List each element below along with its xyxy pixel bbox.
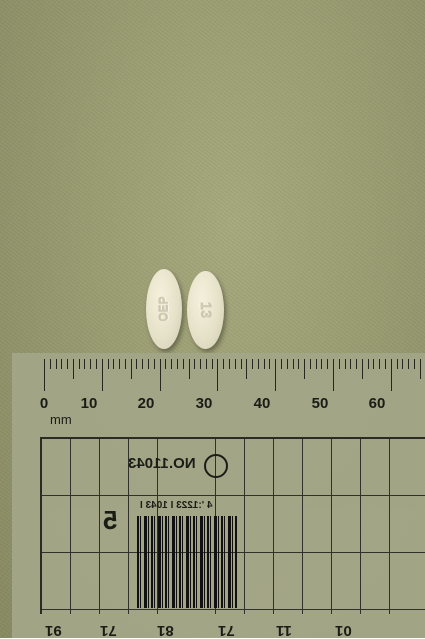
- ruler-tick: [269, 359, 270, 369]
- ruler-tick: [84, 359, 85, 369]
- ruler-tick: [298, 359, 299, 369]
- ruler-tick: [287, 359, 288, 369]
- ruler-label-40: 40: [253, 395, 271, 412]
- ruler-tick: [368, 359, 369, 369]
- ruler-tick: [420, 359, 421, 379]
- ruler-tick: [136, 359, 137, 369]
- bottom-label-6: 01: [335, 622, 352, 639]
- ruler-tick: [293, 359, 294, 369]
- ruler-tick: [171, 359, 172, 369]
- ruler-tick: [373, 359, 374, 369]
- brand-logo-icon: [204, 454, 228, 478]
- ruler-tick: [408, 359, 409, 369]
- ruler-tick: [385, 359, 386, 369]
- ruler-tick: [189, 359, 190, 379]
- ruler-tick: [96, 359, 97, 369]
- ruler-label-0: 0: [39, 395, 49, 412]
- bottom-label-2: 71: [100, 622, 117, 639]
- ruler-tick: [206, 359, 207, 369]
- ruler-tick: [414, 359, 415, 369]
- ruler-label-50: 50: [311, 395, 329, 412]
- ruler-tick: [217, 359, 218, 391]
- ruler-unit: mm: [50, 412, 72, 427]
- ruler-tick: [194, 359, 195, 369]
- ruler-tick: [310, 359, 311, 369]
- ruler-tick: [177, 359, 178, 369]
- ruler-tick: [281, 359, 282, 369]
- ruler-tick: [264, 359, 265, 369]
- ruler-tick: [235, 359, 236, 369]
- ruler-tick: [350, 359, 351, 369]
- ruler-tick: [316, 359, 317, 369]
- catalog-number: NO.11043: [128, 455, 196, 472]
- bottom-label-4: 71: [218, 622, 235, 639]
- ruler-tick: [246, 359, 247, 379]
- ruler-tick: [379, 359, 380, 369]
- ruler-tick: [131, 359, 132, 379]
- ruler-tick: [212, 359, 213, 369]
- ruler-tick: [258, 359, 259, 369]
- ruler-label-20: 20: [137, 395, 155, 412]
- ruler-tick: [327, 359, 328, 369]
- ruler-tick: [61, 359, 62, 369]
- barcode-text: 4 ':1223 I 1043 I: [140, 500, 213, 511]
- bottom-label-1: 91: [45, 622, 62, 639]
- ruler-tick: [229, 359, 230, 369]
- ruler-tick: [356, 359, 357, 369]
- ruler-tick: [102, 359, 103, 391]
- ruler-tick: [321, 359, 322, 369]
- ruler-tick: [402, 359, 403, 369]
- ruler-tick: [391, 359, 392, 391]
- ruler-tick: [345, 359, 346, 369]
- ruler-tick: [160, 359, 161, 391]
- ruler-tick: [148, 359, 149, 369]
- bottom-label-3: 81: [157, 622, 174, 639]
- ruler-tick: [73, 359, 74, 379]
- ruler-tick: [108, 359, 109, 369]
- ruler-tick: [67, 359, 68, 369]
- ruler-tick: [333, 359, 334, 391]
- ruler-label-60: 60: [368, 395, 386, 412]
- pill-left-imprint: OEP: [157, 296, 171, 322]
- pill-right: [187, 271, 224, 349]
- digit-five: 5: [103, 505, 118, 535]
- ruler-tick: [183, 359, 184, 369]
- ruler-tick: [275, 359, 276, 391]
- ruler-tick: [252, 359, 253, 369]
- ruler-label-30: 30: [195, 395, 213, 412]
- ruler-tick: [304, 359, 305, 379]
- ruler-tick: [113, 359, 114, 369]
- ruler-tick: [90, 359, 91, 369]
- ruler-tick: [79, 359, 80, 369]
- ruler-tick: [56, 359, 57, 369]
- pill-right-imprint: 13: [197, 301, 214, 319]
- bottom-label-5: 11: [276, 622, 292, 639]
- barcode: [137, 516, 237, 608]
- ruler-tick: [200, 359, 201, 369]
- ruler-tick: [119, 359, 120, 369]
- ruler-tick: [397, 359, 398, 369]
- ruler-tick: [165, 359, 166, 369]
- ruler-label-10: 10: [80, 395, 98, 412]
- ruler-tick: [362, 359, 363, 379]
- ruler-tick: [154, 359, 155, 369]
- ruler-tick: [142, 359, 143, 369]
- ruler-tick: [339, 359, 340, 369]
- ruler-tick: [223, 359, 224, 369]
- ruler-tick: [125, 359, 126, 369]
- ruler-tick: [241, 359, 242, 369]
- ruler-tick: [50, 359, 51, 369]
- ruler-tick: [44, 359, 45, 391]
